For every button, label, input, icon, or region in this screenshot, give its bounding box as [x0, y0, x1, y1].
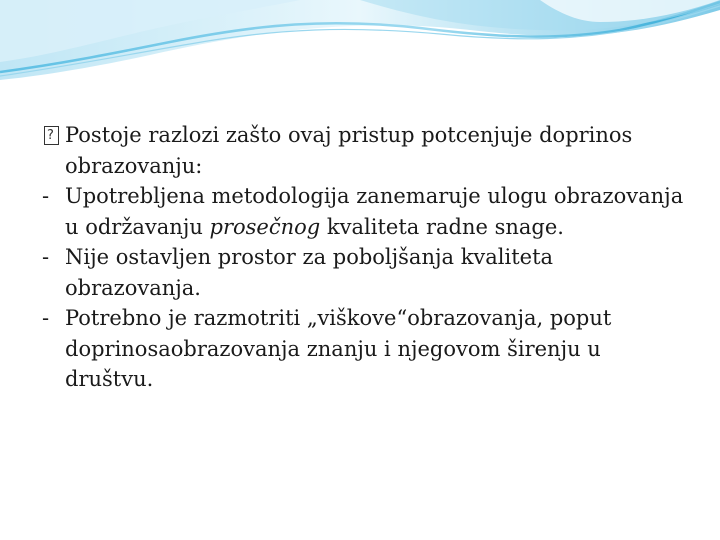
dash-marker: -: [42, 184, 50, 208]
list-item: [36, 242, 686, 303]
list-item-text-after: kvaliteta radne snage.: [320, 214, 564, 239]
list-item-emphasis: prosečnog: [209, 214, 321, 239]
list-item: [36, 181, 686, 242]
list-item-text-before: Upotrebljena metodologija zanemaruje ulogu obrazovanja u održavanju: [65, 184, 684, 239]
missing-glyph-bullet-icon: [36, 120, 63, 154]
dash-marker: -: [42, 245, 50, 269]
slide-body: [36, 120, 686, 395]
intro-text: Postoje razlozi zašto ovaj pristup potcenjuje doprinos obrazovanju:: [65, 123, 633, 178]
list-item-text: Nije ostavljen prostor za poboljšanja kvaliteta obrazovanja.: [65, 245, 554, 300]
list-item-text: Potrebno je razmotriti „viškove“obrazovanja, poput doprinosaobrazovanja znanju i njegovom širenju u društvu.: [65, 306, 612, 391]
list-item: [36, 303, 686, 395]
intro-paragraph: [36, 120, 686, 181]
dash-marker: -: [42, 306, 50, 330]
decorative-wave-header-icon: [0, 0, 720, 90]
